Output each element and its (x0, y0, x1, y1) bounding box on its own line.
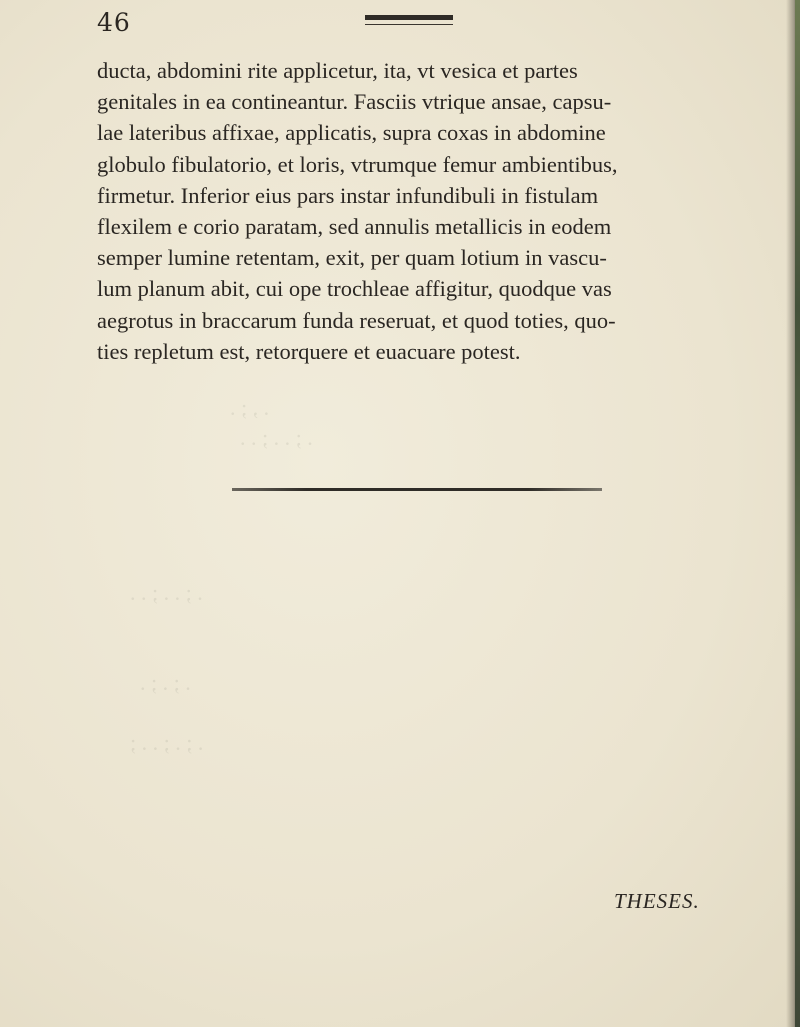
text-line: lum planum abit, cui ope trochleae affigitur, quodque vas (97, 276, 612, 302)
page-edge-binding (795, 0, 800, 1027)
page-number: 46 (97, 8, 131, 37)
text-line: genitales in ea contineantur. Fasciis vtrique ansae, capsu- (97, 89, 612, 115)
show-through-text: . ; . ; . . ; (130, 730, 204, 755)
section-divider-rule (232, 488, 602, 491)
catchword: THESES. (614, 889, 700, 913)
show-through-text: . , ; . (230, 395, 270, 420)
header-rule-thin (365, 24, 453, 25)
text-line: aegrotus in braccarum funda reseruat, et quod toties, quo- (97, 307, 616, 333)
header-rule (365, 15, 453, 20)
show-through-text: . ; . ; . (140, 670, 191, 695)
show-through-text: . ; . . ; . . (130, 580, 203, 605)
text-line: semper lumine retentam, exit, per quam lotium in vascu- (97, 245, 607, 271)
text-line: ducta, abdomini rite applicetur, ita, vt vesica et partes (97, 58, 578, 83)
text-line: flexilem e corio paratam, sed annulis metallicis in eodem (97, 214, 612, 240)
text-line: lae lateribus affixae, applicatis, supra coxas in abdomine (97, 120, 606, 146)
text-line: firmetur. Inferior eius pars instar infundibuli in fistulam (97, 182, 599, 208)
body-paragraph (97, 55, 737, 367)
show-through-text: . ; . . ; . . (240, 425, 313, 450)
text-line: ties repletum est, retorquere et euacuare potest. (97, 338, 521, 364)
text-line: globulo fibulatorio, et loris, vtrumque femur ambientibus, (97, 151, 618, 177)
